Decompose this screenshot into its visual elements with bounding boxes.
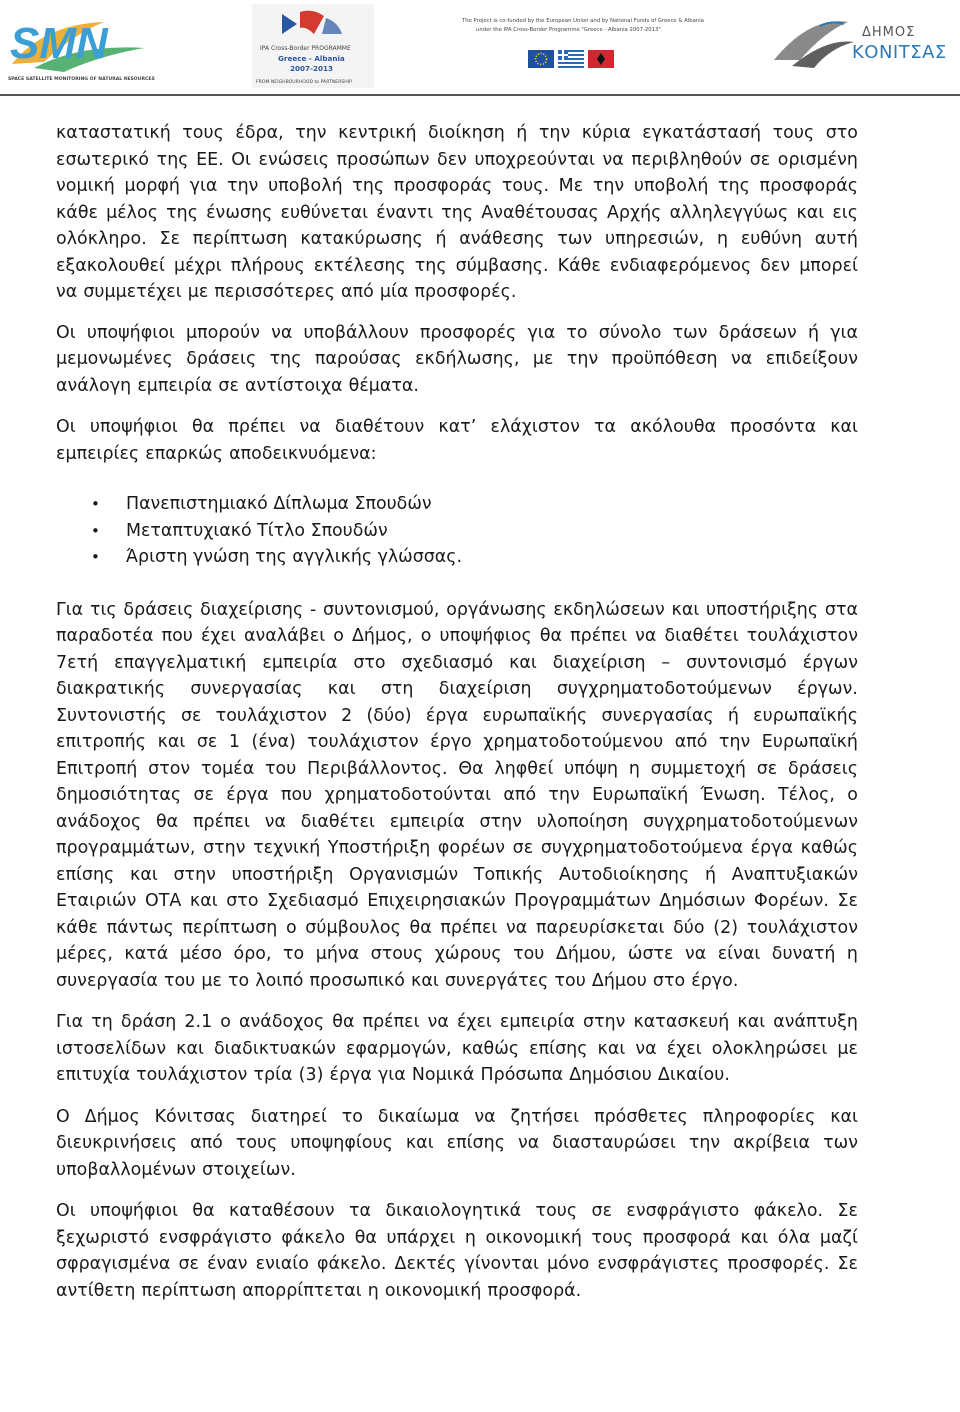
paragraph-action-2-1: Για τη δράση 2.1 ο ανάδοχος θα πρέπει να έχει εμπειρία στην κατασκευή και ανάπτυξη ιστοσελίδων και διαδικτυακών εφαρμογών, καθώς επίσης και να έχει ολοκληρώσει με επιτυχία τουλάχιστον τρία (3) έργα για Νομικά Πρόσωπα Δημόσιου Δικαίου. — [56, 1012, 858, 1085]
bullet-icon: • — [91, 495, 100, 513]
list-item — [56, 491, 858, 518]
list-item — [56, 518, 858, 545]
list-item-text: Πανεπιστημιακό Δίπλωμα Σπουδών — [126, 494, 432, 514]
bullet-icon: • — [91, 548, 100, 566]
eu-flag-icon — [528, 50, 554, 68]
ipa-line4: FROM NEIGHBOURHOOD to PARTNERSHIP — [256, 80, 352, 85]
ipa-line2: Greece - Albania — [278, 54, 345, 63]
ipa-line1: IPA Cross-Border PROGRAMME — [260, 45, 351, 52]
paragraph-sealed-envelope: Οι υποψήφιοι θα καταθέσουν τα δικαιολογητικά τους σε ενσφράγιστο φάκελο. Σε ξεχωριστό ενσφράγιστο φάκελο θα υπάρχει η οικονομική τους προσφορά και όλα μαζί σφραγισμένα σε έναν ενιαίο φάκελο. Δεκτές γίνονται μόνο ενσφράγιστες προσφορές. Σε αντίθετη περίπτωση απορρίπτεται η οικονομική προσφορά. — [56, 1201, 858, 1301]
eu-line1: The Project is co-funded by the European Union and by National Funds of Greece & Albania — [462, 18, 704, 24]
paragraph-qualifications-intro: Οι υποψήφιοι θα πρέπει να διαθέτουν κατ’ ελάχιστον τα ακόλουθα προσόντα και εμπειρίες επαρκώς αποδεικνυόμενα: — [56, 417, 858, 464]
document-body — [56, 120, 858, 1304]
list-item-text: Άριστη γνώση της αγγλικής γλώσσας. — [126, 547, 462, 567]
dimos-konitsas-logo — [770, 8, 950, 78]
list-item-text: Μεταπτυχιακό Τίτλο Σπουδών — [126, 520, 388, 541]
header-divider — [0, 94, 960, 96]
eu-line2: under the IPA Cross-Border Programme "Greece - Albania 2007-2013" — [476, 27, 661, 33]
paragraph-submission-scope: Οι υποψήφιοι μπορούν να υποβάλλουν προσφορές για το σύνολο των δράσεων ή για μεμονωμένες δράσεις της παρούσας εκδήλωσης, με την προϋπόθεση να επιδείξουν ανάλογη εμπειρία σε αντίστοιχα θέματα. — [56, 322, 858, 396]
smn-logo-subtitle: SPACE SATELLITE MONITORING OF NATURAL RESOURCES — [8, 77, 155, 82]
konitsas-label: ΚΟΝΙΤΣΑΣ — [852, 42, 947, 63]
ipa-line3: 2007-2013 — [290, 64, 333, 73]
bullet-icon: • — [91, 521, 100, 540]
ipa-programme-logo — [252, 4, 374, 88]
smn-logo-text: SMN — [10, 19, 108, 68]
qualifications-list — [56, 491, 858, 571]
greek-flag-icon — [558, 50, 584, 68]
paragraph-consortium: καταστατική τους έδρα, την κεντρική διοίκηση ή την κύρια εγκατάστασή τους στο εσωτερικό της ΕΕ. Οι ενώσεις προσώπων δεν υποχρεούνται να περιβληθούν σε ορισμένη νομική μορφή για την υποβολή της προσφοράς τους. Με την υποβολή της προσφοράς κάθε μέλος της ένωσης ευθύνεται έναντι της Αναθέτουσας Αρχής αλληλεγγύως και εις ολόκληρο. Σε περίπτωση κατακύρωσης ή ανάθεσης των υπηρεσιών, η ευθύνη αυτή εξακολουθεί μέχρι πλήρους εκτέλεσης της σύμβασης. Κάθε ενδιαφερόμενος δεν μπορεί να συμμετέχει με περισσότερες από μία προσφορές. — [56, 123, 858, 302]
albanian-flag-icon — [588, 50, 614, 68]
smn-logo — [4, 4, 154, 84]
dimos-label: ΔΗΜΟΣ — [862, 25, 916, 40]
paragraph-municipality-rights: Ο Δήμος Κόνιτσας διατηρεί το δικαίωμα να ζητήσει πρόσθετες πληροφορίες και διευκρινήσεις από τους υποψηφίους και επίσης να διασταυρώσει την ακρίβεια των υποβαλλομένων στοιχείων. — [56, 1106, 858, 1180]
list-item — [56, 544, 858, 571]
page-header — [0, 0, 960, 96]
eu-cofunded-logo — [462, 14, 704, 80]
paragraph-management-experience: Για τις δράσεις διαχείρισης - συντονισμού, οργάνωσης εκδηλώσεων και υποστήριξης στα παραδοτέα που έχει αναλάβει ο Δήμος, ο υποψήφιος θα πρέπει να διαθέτει τουλάχιστον 7ετή επαγγελματική εμπειρία στο σχεδιασμό και διαχείριση – συντονισμό έργων διακρατικής συνεργασίας και στη διαχείριση συγχρηματοδοτούμενων έργων. Συντονιστής σε τουλάχιστον 2 (δύο) έργα ευρωπαϊκής συνεργασίας ή ευρωπαϊκής επιτροπής και σε 1 (ένα) τουλάχιστον έργο χρηματοδοτούμενου από την Ευρωπαϊκή Επιτροπή στον τομέα του Περιβάλλοντος. Θα ληφθεί υπόψη η συμμετοχή σε δράσεις δημοσιότητας σε έργα που χρηματοδοτούνται από την Ευρωπαϊκή Ένωση. Τέλος, ο ανάδοχος θα πρέπει να διαθέτει εμπειρία στην υλοποίηση συγχρηματοδοτούμενων προγραμμάτων, στην τεχνική Υποστήριξη φορέων σε συγχρηματοδοτούμενα έργα καθώς επίσης και στην υποστήριξη Οργανισμών Τοπικής Αυτοδιοίκησης ή Αναπτυξιακών Εταιριών ΟΤΑ και στο Σχεδιασμό Επιχειρησιακών Προγραμμάτων Δημόσιων Φορέων. Σε κάθε πάντως περίπτωση ο σύμβουλος θα πρέπει να παρευρίσκεται δύο (2) τουλάχιστον μέρες, κατά μέσο όρο, το μήνα στους χώρους του Δήμου, ώστε να είναι δυνατή η συνεργασία του με το λοιπό προσωπικό και συνεργάτες του Δήμου στο έργο. — [56, 599, 858, 991]
